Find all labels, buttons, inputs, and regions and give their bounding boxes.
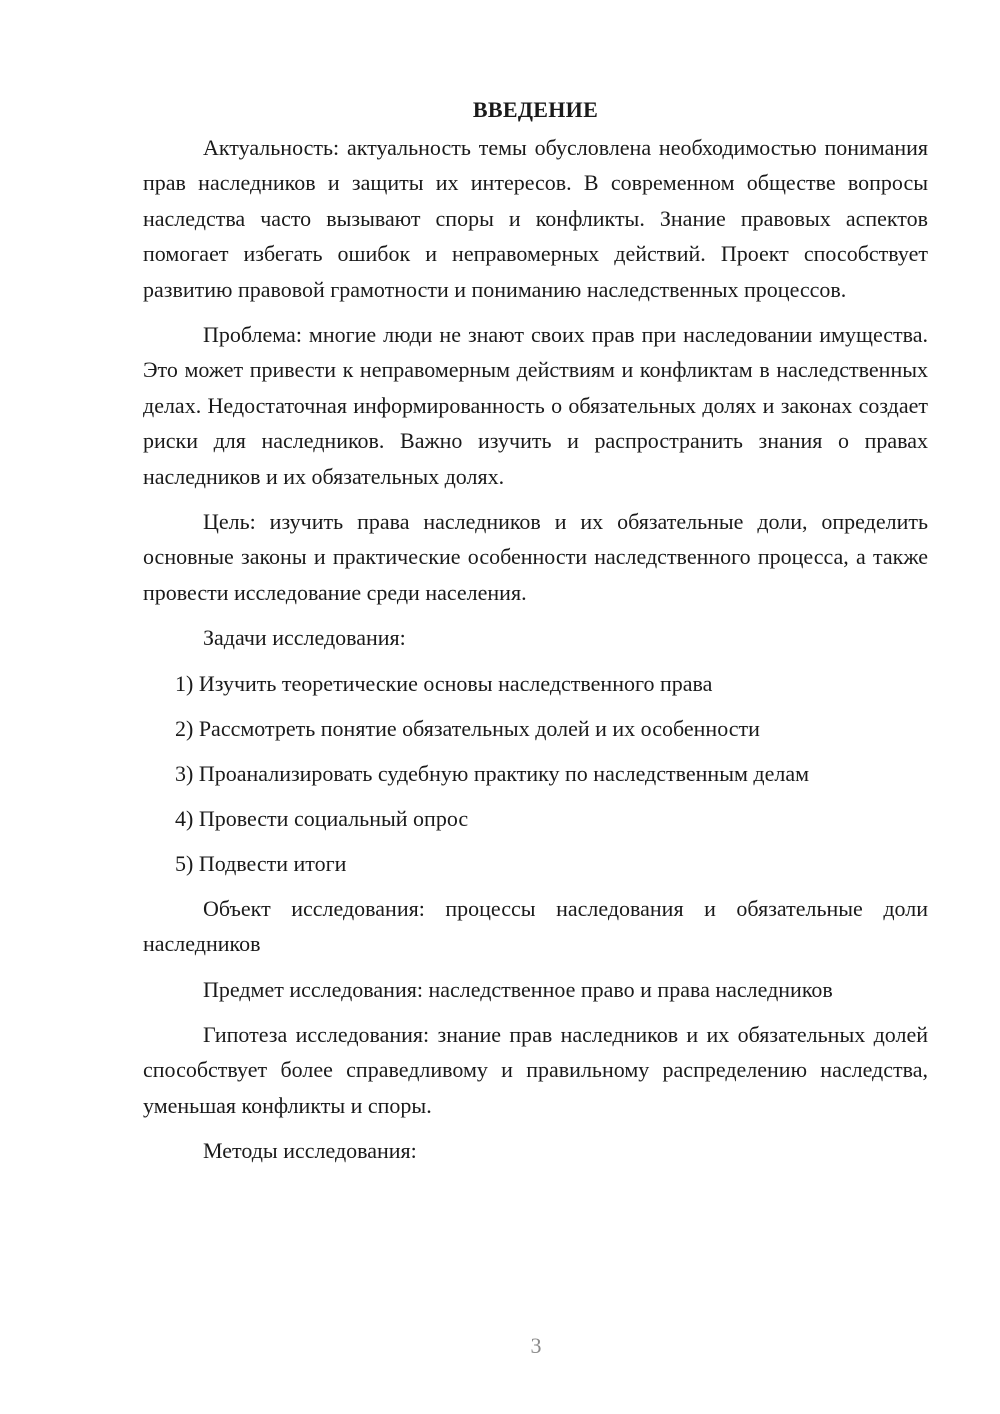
list-item: 5) Подвести итоги: [175, 850, 347, 876]
list-item: 3) Проанализировать судебную практику по наследственным делам: [175, 760, 810, 786]
list-item: 4) Провести социальный опрос: [175, 805, 469, 831]
subject-paragraph: Предмет исследования: наследственное право и права наследников: [203, 976, 833, 1002]
problem-paragraph: Проблема: многие люди не знают своих прав при наследовании имущества. Это может привести к неправомерным действиям и конфликтам в наследственных делах. Недостаточная информированность о обязательных долях и законах создает риски для наследников. Важно изучить и распространить знания о правах наследников и их обязательных долях.: [143, 322, 928, 489]
tasks-list: [143, 666, 928, 881]
list-item: 1) Изучить теоретические основы наследственного права: [175, 670, 713, 696]
section-title: ВВЕДЕНИЕ: [472, 97, 599, 122]
object-paragraph: Объект исследования: процессы наследования и обязательные доли наследников: [143, 895, 928, 957]
page-number: 3: [530, 1333, 542, 1358]
actuality-paragraph: Актуальность: актуальность темы обусловлена необходимостью понимания прав наследников и защиты их интересов. В современном обществе вопросы наследства часто вызывают споры и конфликты. Знание правовых аспектов помогает избегать ошибок и неправомерных действий. Проект способствует развитию правовой грамотности и пониманию наследственных процессов.: [143, 135, 928, 302]
goal-paragraph: Цель: изучить права наследников и их обязательные доли, определить основные законы и практические особенности наследственного процесса, а также провести исследование среди населения.: [143, 509, 928, 605]
hypothesis-paragraph: Гипотеза исследования: знание прав наследников и их обязательных долей способствует более справедливому и правильному распределению наследства, уменьшая конфликты и споры.: [143, 1021, 928, 1118]
list-item: 2) Рассмотреть понятие обязательных долей и их особенности: [175, 715, 760, 741]
document-page: [143, 92, 928, 1179]
tasks-heading: Задачи исследования:: [203, 625, 406, 651]
methods-heading: Методы исследования:: [203, 1138, 417, 1164]
